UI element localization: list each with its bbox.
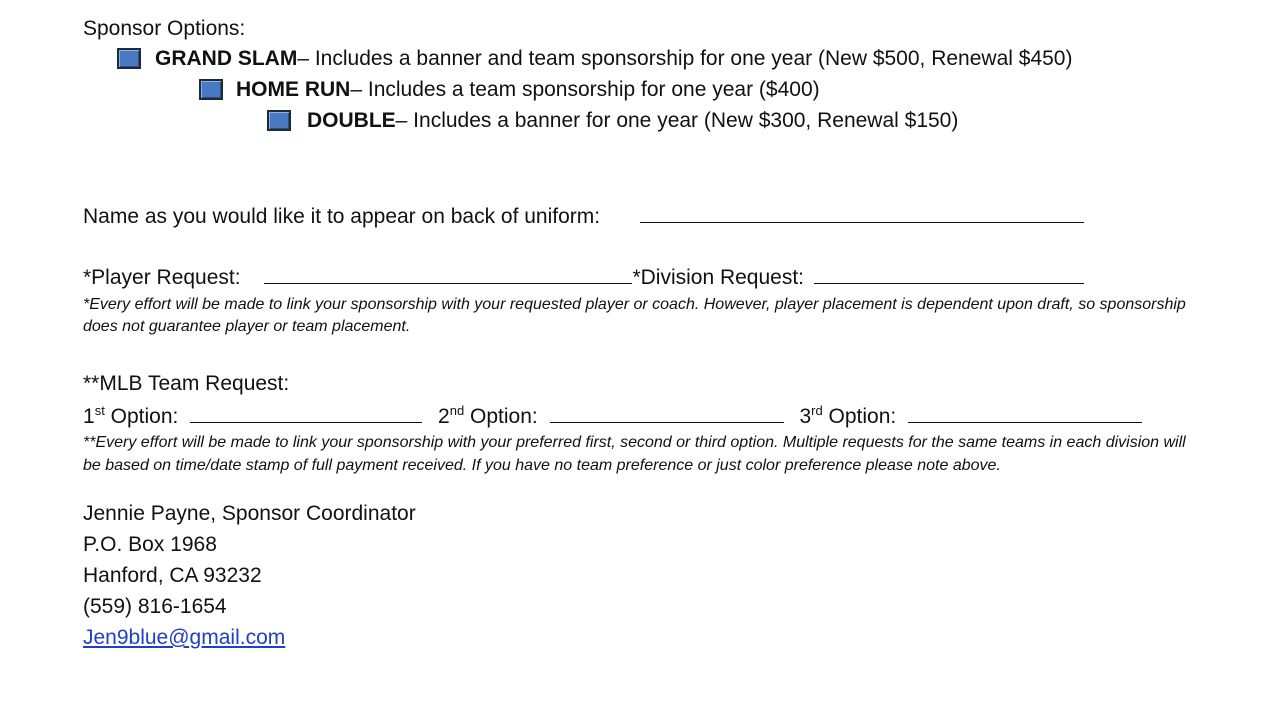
option-description: – Includes a banner for one year (New $300, Renewal $150) [395,109,959,132]
division-request-label: *Division Request: [632,266,805,289]
sponsor-options-heading: Sponsor Options: [83,17,246,40]
option-description: – Includes a banner and team sponsorship for one year (New $500, Renewal $450) [297,47,1073,70]
second-option-field[interactable] [550,404,784,423]
option-name: DOUBLE [307,109,396,132]
uniform-name-row [83,204,1084,227]
division-request-field[interactable] [814,265,1084,284]
first-option-field[interactable] [190,404,422,423]
second-option-label: 2nd Option: [438,403,538,428]
option-home-run[interactable] [199,79,820,100]
contact-email-link[interactable]: Jen9blue@gmail.com [83,626,286,649]
uniform-name-field[interactable] [640,204,1084,223]
contact-phone: (559) 816-1654 [83,595,227,618]
player-request-note: *Every effort will be made to link your sponsorship with your requested player or coach. However, player placement is dependent upon draft, so sponsorship does not guarantee player or team placement. [83,296,1186,335]
request-row [83,265,1084,288]
contact-po-box: P.O. Box 1968 [83,533,217,556]
third-option-label: 3rd Option: [799,403,897,428]
team-options-row [83,404,1142,427]
option-description: – Includes a team sponsorship for one year ($400) [350,78,820,101]
option-name: HOME RUN [236,78,351,101]
double-checkbox[interactable] [267,110,291,131]
first-option-label: 1st Option: [83,403,179,428]
team-request-note: **Every effort will be made to link your sponsorship with your preferred first, second or third option. Multiple requests for the same teams in each division will be based on time/date stamp of full payment received. If you have no team preference or just color preference please note above. [83,434,1186,474]
third-option-field[interactable] [908,404,1142,423]
home-run-checkbox[interactable] [199,79,223,100]
contact-city: Hanford, CA 93232 [83,564,262,587]
contact-name: Jennie Payne, Sponsor Coordinator [83,502,416,525]
option-name: GRAND SLAM [155,47,298,70]
player-request-label: *Player Request: [83,266,241,289]
grand-slam-checkbox[interactable] [117,48,141,69]
mlb-team-request-label: **MLB Team Request: [83,372,290,395]
uniform-name-label: Name as you would like it to appear on back of uniform: [83,205,601,228]
option-grand-slam[interactable] [117,48,1072,69]
player-request-field[interactable] [264,265,632,284]
option-double[interactable] [267,110,958,131]
